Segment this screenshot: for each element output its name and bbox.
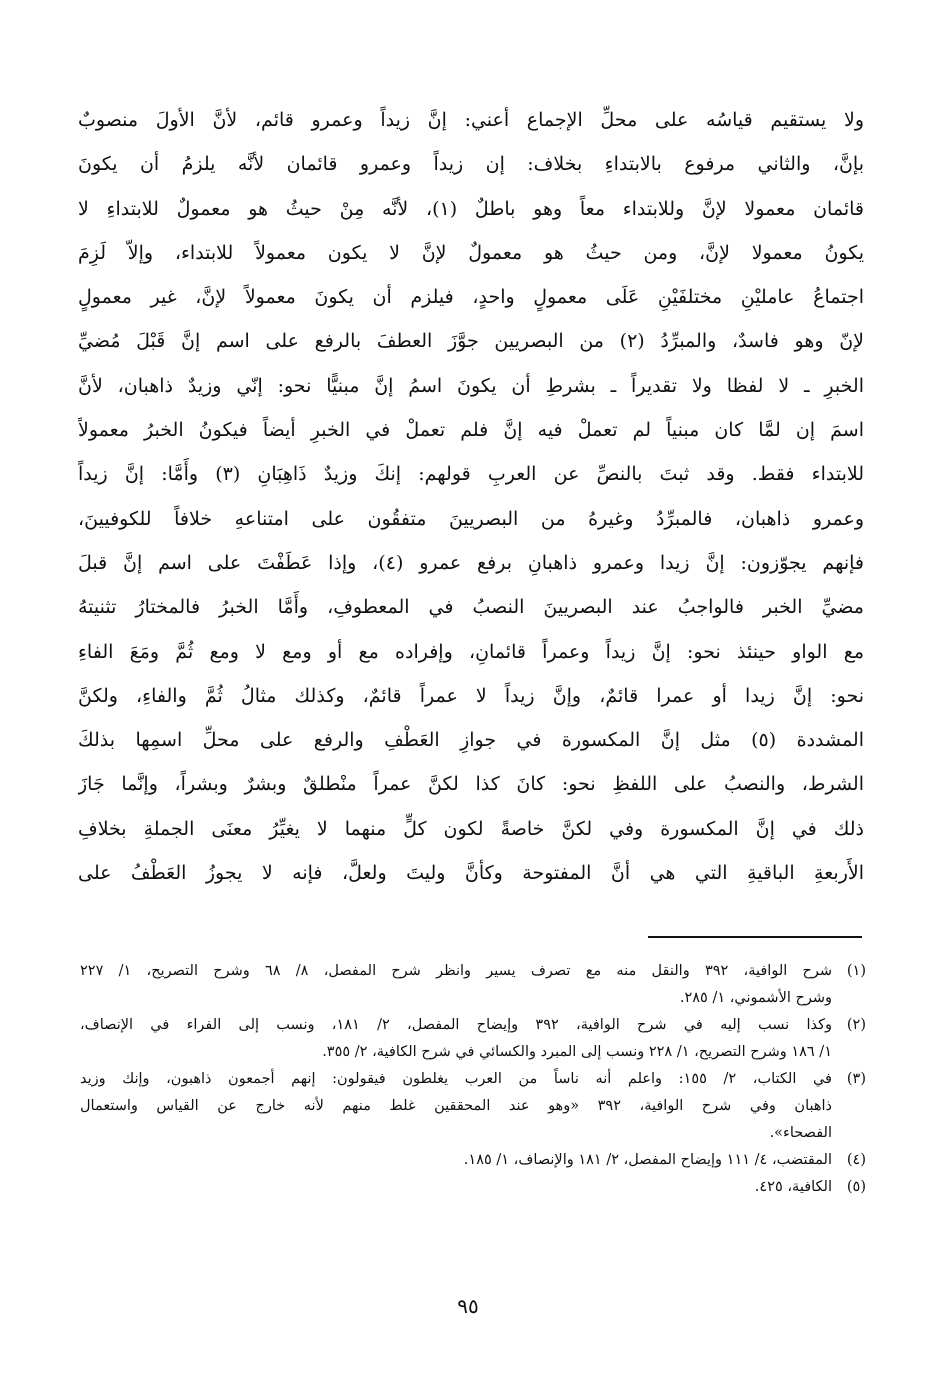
footnote-text (80, 1066, 832, 1147)
footnote-line: ذاهبان وفي شرح الوافية، ٣٩٢ «وهو عند المحققين غلط منهم لأنه خارج عن القياس واستعمال (80, 1098, 832, 1114)
footnote-number: (٥) (846, 1179, 866, 1195)
text-line: المشددة (٥) مثل إنَّ المكسورة في جوازِ العَطْفِ والرفع على محلِّ اسمِها بذلكَ (78, 729, 864, 752)
footnote-4 (80, 1147, 866, 1174)
footnote-number: (١) (846, 963, 866, 979)
text-line: اجتماعُ عامليْنِ مختلفَيْنِ عَلَى معمولٍ واحدٍ، فيلزم أن يكونَ معمولاً لإنَّ، غير معمولٍ (78, 286, 864, 309)
text-line: للابتداء فقط. وقد ثبتَ بالنصِّ عن العربِ قولهم: إنكَ وزيدٌ ذَاهِبَانِ (٣) وأَمَّا: إنَّ زيداً (78, 463, 864, 486)
footnote-text (80, 1174, 832, 1201)
footnote-3 (80, 1066, 866, 1147)
footnote-line: شرح الوافية، ٣٩٢ والنقل منه مع تصرف يسير وانظر شرح المفصل، ٨/ ٦٨ وشرح التصريح، ١/ ٢٢٧ (80, 963, 832, 979)
footnote-line: في الكتاب، ٢/ ١٥٥: واعلم أنه ناساً من العرب يغلطون فيقولون: إنهم أجمعون ذاهبون، وإنك وزيد (80, 1071, 832, 1087)
footnote-1 (80, 958, 866, 1012)
footnote-line: الفصحاء». (769, 1125, 832, 1141)
footnotes (80, 958, 866, 1201)
footnote-line: وشرح الأشموني، ١/ ٢٨٥. (679, 990, 832, 1006)
text-line: مضيِّ الخبر فالواجبُ عند البصريينَ النصبُ في المعطوفِ، وأَمَّا الخبرُ فالمختارُ تثنيتهُ (78, 596, 864, 619)
text-line: ذلك في إنَّ المكسورة وفي لكنَّ خاصةً لكون كلٍّ منهما لا يغيِّرُ معنَى الجملةِ بخلافِ (78, 817, 864, 840)
text-line: الخبرِ ـ لا لفظا ولا تقديراً ـ بشرطِ أن يكونَ اسمُ إنَّ مبنيًّا نحو: إنّي وزيدٌ ذاهبان، لأنَّ (78, 374, 864, 397)
text-line: بإنَّ، والثاني مرفوع بالابتداءِ بخلاف: إن زيداً وعمرو قائمان لأنَّه يلزمُ أن يكونَ (78, 153, 864, 176)
footnote-number: (٢) (846, 1017, 866, 1033)
footnote-number: (٤) (846, 1152, 866, 1168)
footnote-2 (80, 1012, 866, 1066)
text-line: نحو: إنَّ زيدا أو عمرا قائمٌ، وإنَّ زيداً لا عمراً قائمٌ، وكذلك مثالُ ثُمَّ والفاءِ، ولكنَّ (78, 684, 864, 707)
main-text (78, 98, 864, 895)
footnote-line: ١/ ١٨٦ وشرح التصريح، ١/ ٢٢٨ ونسب إلى المبرد والكسائي في شرح الكافية، ٢/ ٣٥٥. (322, 1044, 832, 1060)
footnote-line: المقتضب، ٤/ ١١١ وإيضاح المفصل، ٢/ ١٨١ والإنصاف، ١/ ١٨٥. (463, 1152, 832, 1168)
footnote-text (80, 1147, 832, 1174)
page-number: ٩٥ (457, 1294, 479, 1318)
text-line: لإنّ وهو فاسدٌ، والمبرِّدُ (٢) من البصريين جوَّزَ العطفَ بالرفع على اسم إنَّ قَبْلَ مُضيِّ (78, 330, 864, 353)
text-line: قائمان معمولا لإنَّ وللابتداء معاً وهو باطلٌ (١)، لأنَّه مِنْ حيثُ هو معمولٌ للابتداءِ لا (78, 197, 864, 220)
text-line: مع الواو حينئذ نحو: إنَّ زيداً وعمراً قائمانِ، وإفراده مع أو ومع لا ومع ثُمَّ ومَعَ الفاءِ (78, 640, 864, 663)
text-line: ولا يستقيم قياسُه على محلِّ الإجماع أعني: إنَّ زيداً وعمرو قائم، لأنَّ الأولَ منصوبٌ (78, 109, 864, 131)
text-line: وعمرو ذاهبان، فالمبرِّدُ وغيرهُ من البصريينَ متفقُون على امتناعهِ خلافاً للكوفيينَ، (78, 507, 864, 530)
text-line: الشرط، والنصبُ على اللفظِ نحو: كانَ كذا لكنَّ عمراً منْطلقٌ وبشرٌ وبشراً، وإنَّما جَازَ (78, 773, 864, 796)
footnote-text (80, 1012, 832, 1066)
text-line: فإنهم يجوّزون: إنَّ زيدا وعمرو ذاهبانِ برفع عمرو (٤)، وإذا عَطَفْتَ على اسم إنَّ قبلَ (78, 551, 864, 574)
footnote-text (80, 958, 832, 1012)
text-line: الأَربعةِ الباقيةِ التي هي أنَّ المفتوحة وكأنَّ وليتَ ولعلَّ، فإنه لا يجوزُ العَطْفُ على (78, 862, 864, 885)
footnote-line: وكذا نسب إليه في شرح الوافية، ٣٩٢ وإيضاح المفصل، ٢/ ١٨١، ونسب إلى الفراء في الإنصاف، (80, 1017, 832, 1033)
text-line: يكونُ معمولا لإنَّ، ومن حيثُ هو معمولٌ لإنَّ لا يكون معمولاً للابتداء، وإلاّ لَزِمَ (78, 241, 864, 264)
footnote-5 (80, 1174, 866, 1201)
footnote-number: (٣) (846, 1071, 866, 1087)
footnote-line: الكافية، ٤٢٥. (754, 1179, 832, 1195)
footnote-separator (648, 936, 862, 938)
text-line: اسمَ إن لمَّا كان مبنياً لم تعملْ فيه إنَّ فلم تعملْ في الخبرِ أيضاً فيكونُ الخبرُ معمولاً (78, 419, 864, 442)
